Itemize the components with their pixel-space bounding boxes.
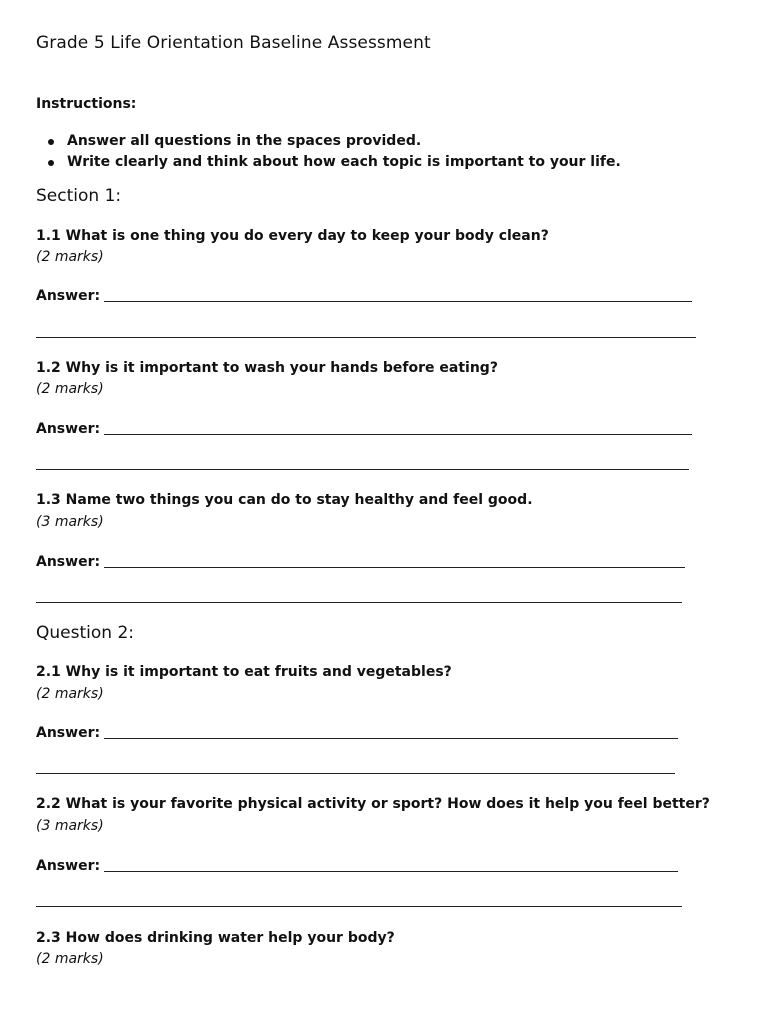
answer-line[interactable] [104,738,678,739]
answer-line[interactable] [104,434,692,435]
question-2-2-marks: (3 marks) [36,818,104,834]
question-1-3-answer-row [36,552,685,570]
question-1-3-marks: (3 marks) [36,514,104,530]
question-2-3-text: 2.3 How does drinking water help your body? [36,930,395,946]
question-2-1-marks: (2 marks) [36,686,104,702]
answer-label: Answer: [36,288,101,304]
question-2-1-answer-row [36,723,678,741]
section-1-heading: Section 1: [36,186,122,206]
question-2-2-text: 2.2 What is your favorite physical activity or sport? How does it help you feel better? [36,796,710,812]
instruction-item: Write clearly and think about how each topic is important to your life. [36,152,621,173]
question-1-2-text: 1.2 Why is it important to wash your hands before eating? [36,360,498,376]
question-1-1-answer-row [36,286,692,304]
section-2-heading: Question 2: [36,623,134,643]
page-title: Grade 5 Life Orientation Baseline Assessment [36,33,431,53]
instruction-item: Answer all questions in the spaces provided. [36,131,621,152]
answer-label: Answer: [36,725,101,741]
question-1-1-marks: (2 marks) [36,249,104,265]
instructions-list [36,131,621,173]
instructions-label: Instructions: [36,96,137,112]
answer-line-continued[interactable] [36,906,682,907]
answer-line-continued[interactable] [36,469,689,470]
answer-label: Answer: [36,554,101,570]
answer-line[interactable] [104,301,692,302]
answer-line[interactable] [104,567,685,568]
question-1-1-text: 1.1 What is one thing you do every day to keep your body clean? [36,228,549,244]
question-1-2-marks: (2 marks) [36,381,104,397]
question-2-1-text: 2.1 Why is it important to eat fruits and vegetables? [36,664,452,680]
answer-line-continued[interactable] [36,773,675,774]
answer-label: Answer: [36,421,101,437]
answer-label: Answer: [36,858,101,874]
answer-line-continued[interactable] [36,602,682,603]
question-2-3-marks: (2 marks) [36,951,104,967]
answer-line-continued[interactable] [36,337,696,338]
question-2-2-answer-row [36,856,678,874]
answer-line[interactable] [104,871,678,872]
question-1-2-answer-row [36,419,692,437]
question-1-3-text: 1.3 Name two things you can do to stay healthy and feel good. [36,492,533,508]
